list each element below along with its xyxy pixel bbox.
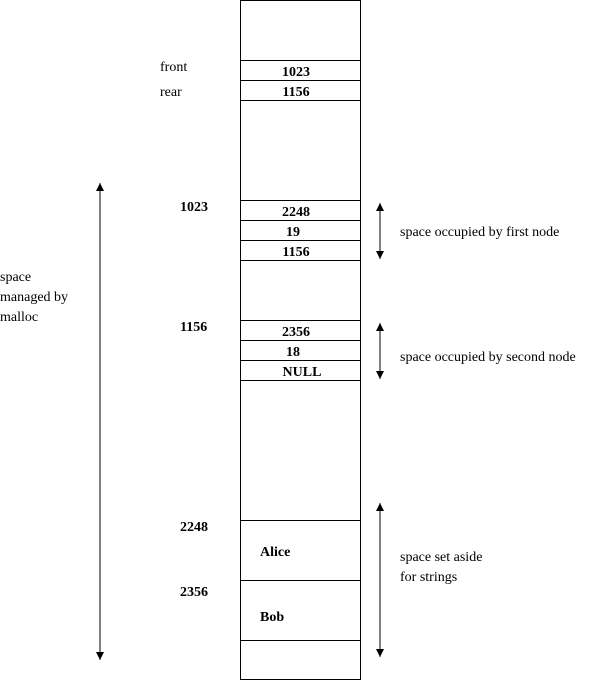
node2-field3: NULL: [282, 365, 322, 380]
node1-address: 1023: [180, 200, 208, 215]
node1-field2: 19: [286, 225, 300, 240]
memory-cell-dividers: [240, 61, 360, 641]
strings-annotation-line2: for strings: [400, 570, 458, 585]
string2-value: Bob: [260, 610, 285, 625]
malloc-label-line2: managed by: [0, 290, 69, 305]
malloc-label-line1: space: [0, 270, 32, 285]
node2-address: 1156: [180, 320, 208, 335]
node2-field2: 18: [286, 345, 300, 360]
rear-label: rear: [160, 85, 182, 100]
front-label: front: [160, 60, 188, 75]
front-value: 1023: [282, 65, 310, 80]
strings-annotation-line1: space set aside: [400, 550, 483, 565]
string2-address: 2356: [180, 585, 208, 600]
malloc-label-line3: malloc: [0, 310, 39, 325]
node2-annotation: space occupied by second node: [400, 350, 576, 365]
string1-address: 2248: [180, 520, 208, 535]
node1-field3: 1156: [282, 245, 310, 260]
string1-value: Alice: [260, 545, 291, 560]
rear-value: 1156: [282, 85, 310, 100]
node1-annotation: space occupied by first node: [400, 225, 560, 240]
node2-field1: 2356: [282, 325, 310, 340]
node1-field1: 2248: [282, 205, 310, 220]
